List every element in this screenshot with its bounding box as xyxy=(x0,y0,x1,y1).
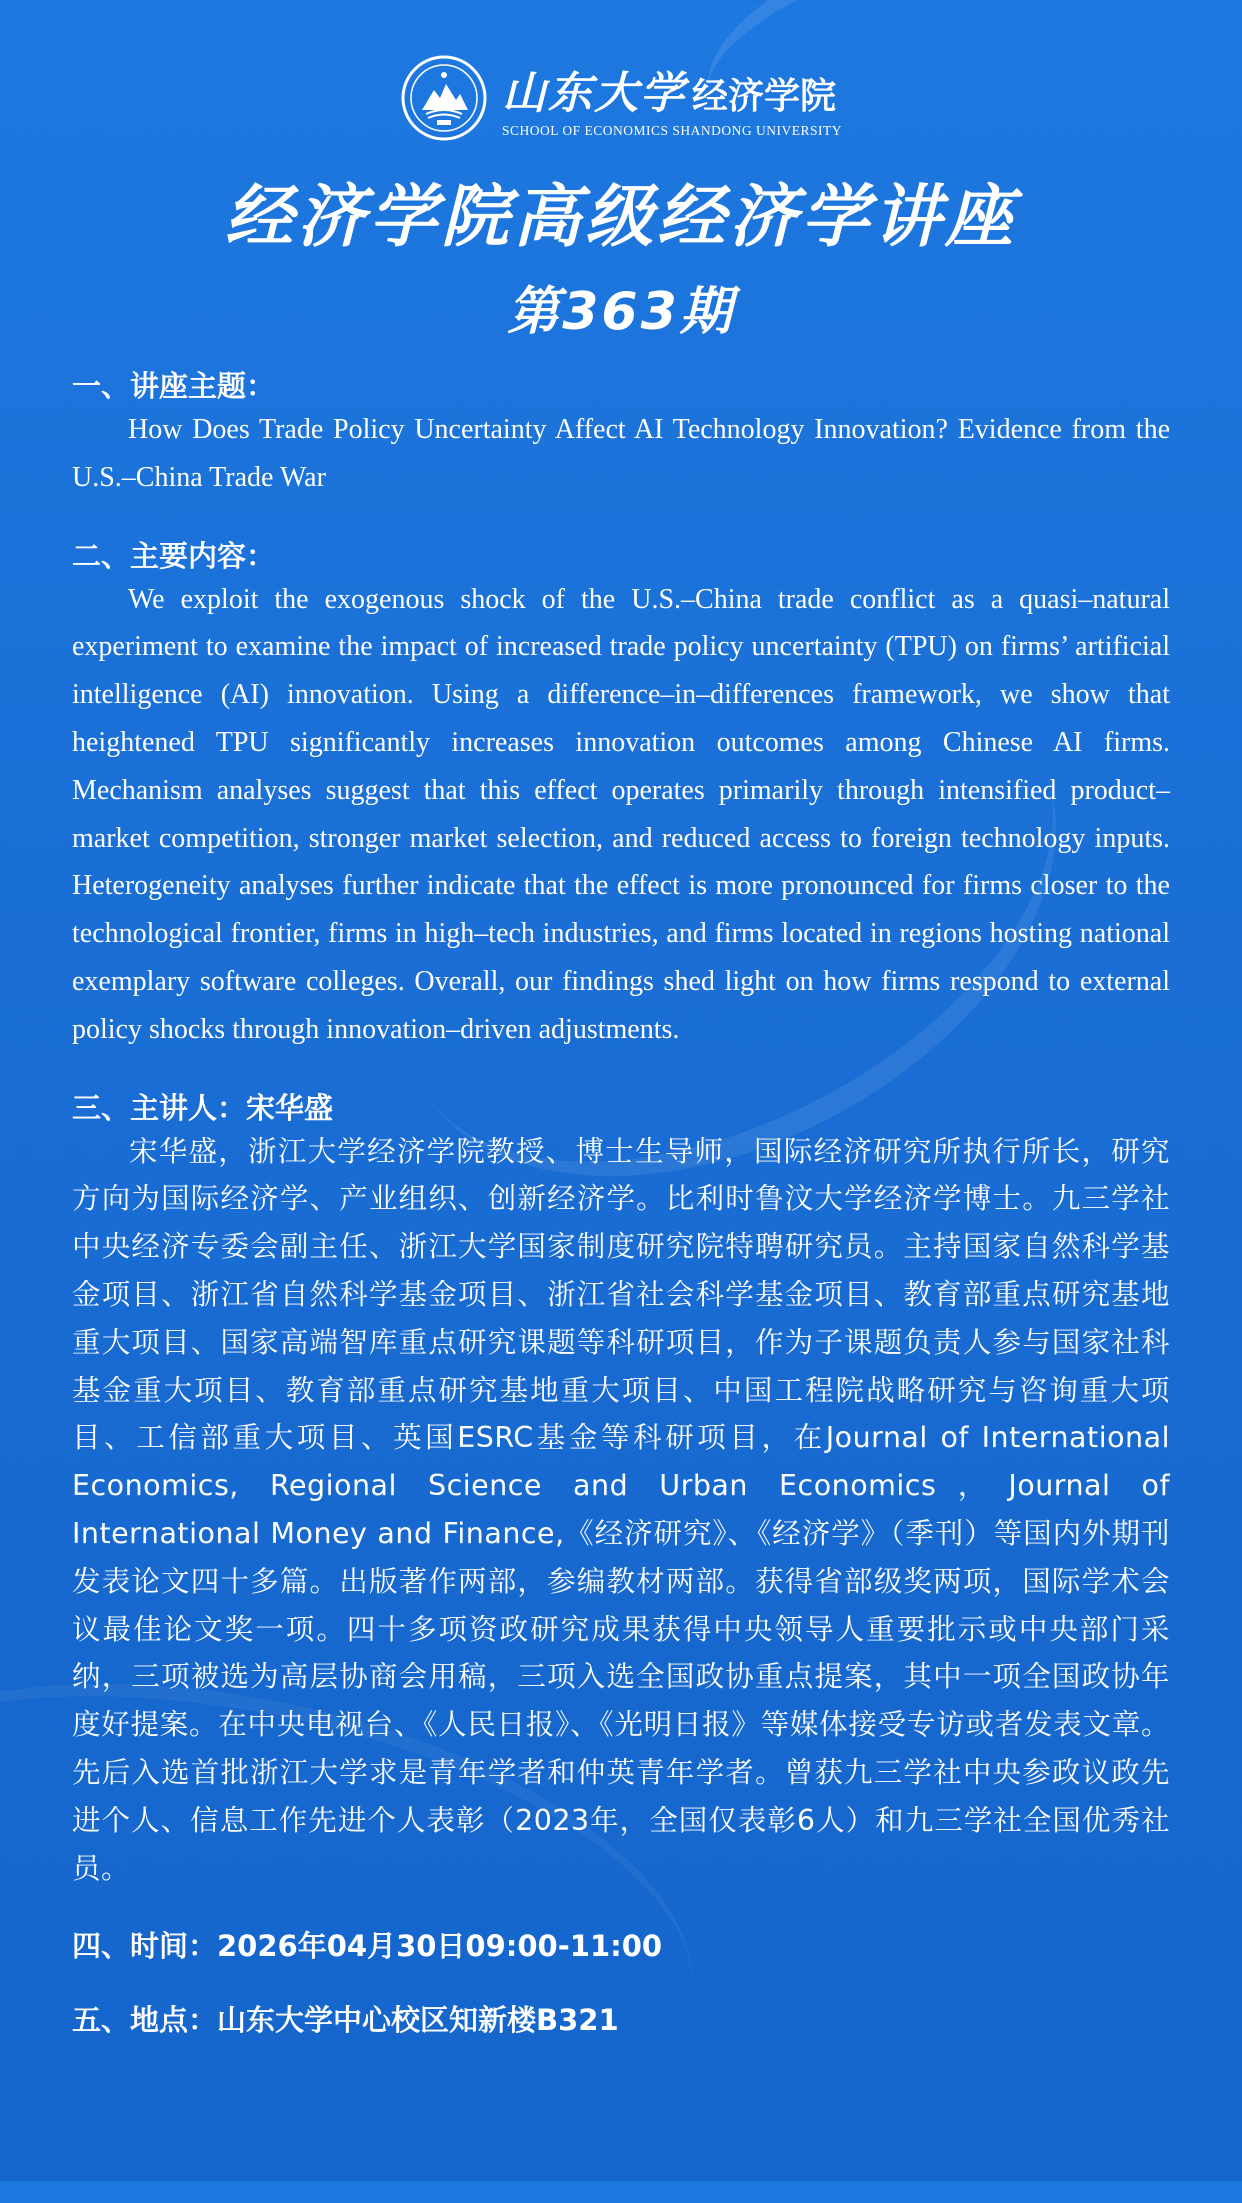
content-heading: 二、主要内容： xyxy=(72,538,276,573)
content-text: We exploit the exogenous shock of the U.S.–China trade conflict as a quasi–natural experiment to examine the impact of increased trade policy uncertainty (TPU) on firms’ artificial intelligence (AI) innovation. Using a difference–in–differences framework, we show that heightened TPU significantly increases innovation outcomes among Chinese AI firms. Mechanism analyses suggest that this effect operates primarily through intensified product–market competition, stronger market selection, and reduced access to foreign technology inputs. Heterogeneity analyses further indicate that the effect is more pronounced for firms closer to the technological frontier, firms in high–tech industries, and firms located in regions hosting national exemplary software colleges. Overall, our findings shed light on how firms respond to external policy shocks through innovation–driven adjustments. xyxy=(72,583,1170,1045)
topic-heading: 一、讲座主题： xyxy=(72,369,276,403)
speaker-heading: 三、主讲人：宋华盛 xyxy=(72,1090,334,1125)
school-logo xyxy=(400,50,842,146)
school-name-english: SCHOOL OF ECONOMICS SHANDONG UNIVERSITY xyxy=(502,123,843,138)
content-section xyxy=(72,536,1170,1054)
topic-text: How Does Trade Policy Uncertainty Affect AI Technology Innovation? Evidence from the U.S.–China Trade War xyxy=(72,414,1170,493)
speaker-bio: 宋华盛，浙江大学经济学院教授、博士生导师，国际经济研究所执行所长，研究方向为国际经济学、产业组织、创新经济学。比利时鲁汶大学经济学博士。九三学社中央经济专委会副主任、浙江大学国家制度研究院特聘研究员。主持国家自然科学基金项目、浙江省自然科学基金项目、浙江省社会科学基金项目、教育部重点研究基地重大项目、国家高端智库重点研究课题等科研项目，作为子课题负责人参与国家社科基金重大项目、教育部重点研究基地重大项目、中国工程院战略研究与咨询重大项目、工信部重大项目、英国ESRC基金等科研项目，在Journal of International Economics, Regional Science and Urban Economics，Journal of International Money and Finance,《经济研究》、《经济学》（季刊）等国内外期刊发表论文四十多篇。出版著作两部，参编教材两部。获得省部级奖两项，国际学术会议最佳论文奖一项。四十多项资政研究成果获得中央领导人重要批示或中央部门采纳，三项被选为高层协商会用稿，三项入选全国政协重点提案，其中一项全国政协年度好提案。在中央电视台、《人民日报》、《光明日报》等媒体接受专访或者发表文章。先后入选首批浙江大学求是青年学者和仲英青年学者。曾获九三学社中央参政议政先进个人、信息工作先进个人表彰（2023年，全国仅表彰6人）和九三学社全国优秀社员。 xyxy=(72,1134,1170,1885)
venue-heading: 五、地点：山东大学中心校区知新楼B321 xyxy=(72,2003,619,2038)
time-section xyxy=(72,1926,1170,1966)
time-heading: 四、时间：2026年04月30日09:00-11:00 xyxy=(72,1929,663,1964)
topic-section xyxy=(72,366,1170,502)
school-name: 经济学院 xyxy=(692,76,837,117)
announcement-body xyxy=(72,366,1170,2040)
university-seal-icon xyxy=(400,54,488,142)
venue-section xyxy=(72,2000,1170,2040)
speaker-section xyxy=(72,1088,1170,1893)
university-name: 山东大学 xyxy=(502,68,686,119)
issue-number: 第363期 xyxy=(507,282,735,342)
page-title: 经济学院高级经济学讲座 xyxy=(224,178,1017,257)
logo-text xyxy=(502,57,842,139)
